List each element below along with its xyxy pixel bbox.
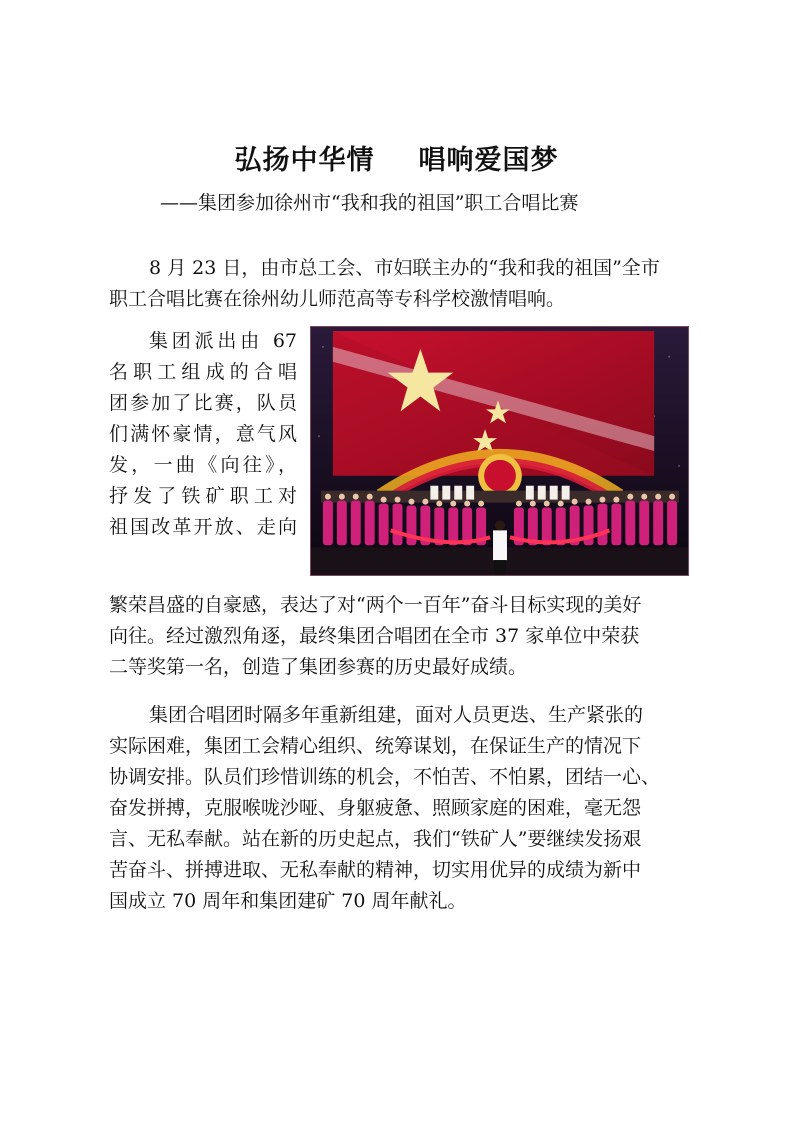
paragraph-2-continued <box>109 590 689 683</box>
choir-stage-photo <box>310 326 689 576</box>
photo-illustration <box>311 327 688 575</box>
paragraph-line: 奋发拼搏，克服喉咙沙哑、身躯疲惫、照顾家庭的困难，毫无怨 <box>109 797 642 819</box>
paragraph-line: 二等奖第一名，创造了集团参赛的历史最好成绩。 <box>109 656 528 678</box>
paragraph-line: 团参加了比赛，队员 <box>109 392 297 414</box>
paragraph-line: 协调安排。队员们珍惜训练的机会，不怕苦、不怕累，团结一心、 <box>109 766 661 788</box>
paragraph-line: 8 月 23 日，由市总工会、市妇联主办的“我和我的祖国”全市 <box>149 257 660 279</box>
paragraph-line: 国成立 70 周年和集团建矿 70 周年献礼。 <box>109 890 467 912</box>
paragraph-line: 集团合唱团时隔多年重新组建，面对人员更迭、生产紧张的 <box>149 704 644 726</box>
title-part-2: 唱响爱国梦 <box>418 145 559 176</box>
paragraph-2-wrapped <box>109 326 297 543</box>
paragraph-line: 繁荣昌盛的自豪感，表达了对“两个一百年”奋斗目标实现的美好 <box>109 594 642 616</box>
article-subtitle: ——集团参加徐州市“我和我的祖国”职工合唱比赛 <box>160 192 579 214</box>
paragraph-line: 言、无私奉献。站在新的历史起点，我们“铁矿人”要继续发扬艰 <box>109 828 642 850</box>
paragraph-line: 苦奋斗、拼搏进取、无私奉献的精神，切实用优异的成绩为新中 <box>109 859 642 881</box>
paragraph-line: 集团派出由 67 <box>149 330 297 352</box>
paragraph-3 <box>109 700 689 917</box>
paragraph-line: 名职工组成的合唱 <box>109 361 297 383</box>
paragraph-line: 实际困难，集团工会精心组织、统筹谋划，在保证生产的情况下 <box>109 735 642 757</box>
paragraph-line: 发，一曲《向往》， <box>109 454 297 476</box>
paragraph-line: 向往。经过激烈角逐，最终集团合唱团在全市 37 家单位中荣获 <box>109 625 640 647</box>
paragraph-line: 抒发了铁矿职工对 <box>109 485 297 507</box>
paragraph-line: 职工合唱比赛在徐州幼儿师范高等专科学校激情唱响。 <box>109 288 566 310</box>
paragraph-line: 祖国改革开放、走向 <box>109 516 297 538</box>
article-title <box>0 143 793 179</box>
paragraph-1 <box>109 253 689 315</box>
paragraph-line: 们满怀豪情，意气风 <box>109 423 297 445</box>
title-part-1: 弘扬中华情 <box>234 145 375 176</box>
